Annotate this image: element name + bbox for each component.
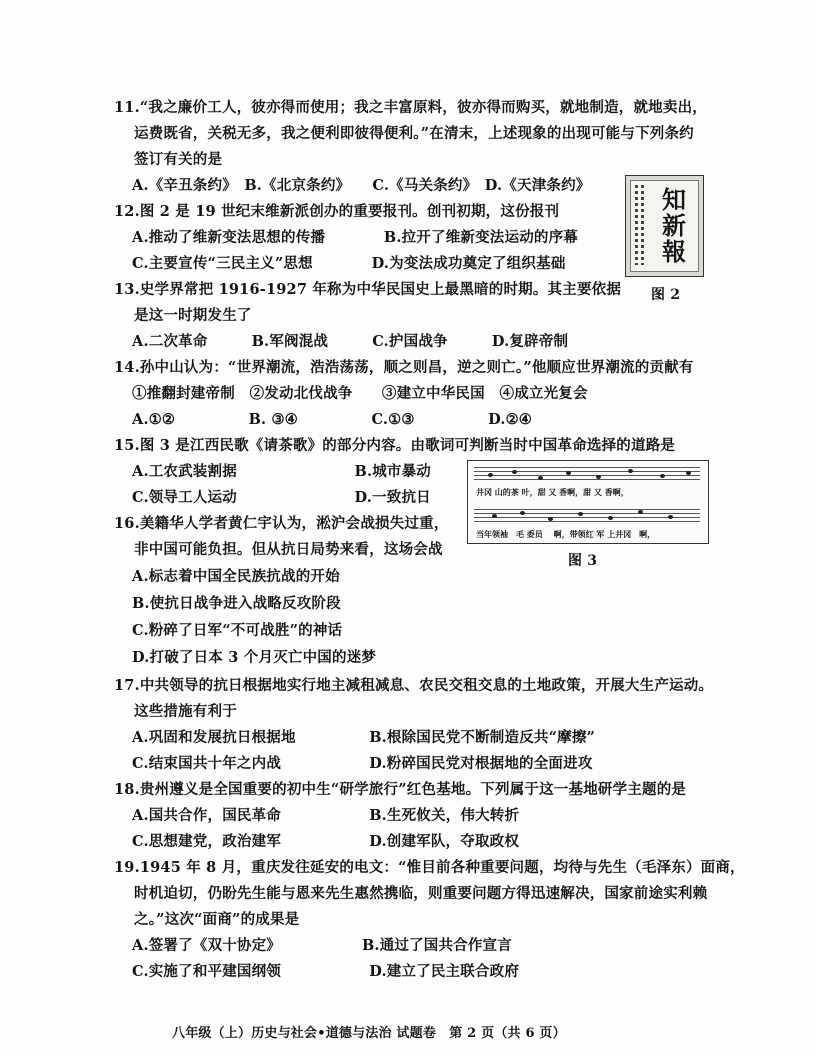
q19-stem-line-1: 19.1945 年 8 月，重庆发往延安的电文：“惟目前各种重要问题，均待与先生（毛泽东）面商，: [114, 859, 745, 876]
figure-3-caption: 图 3: [568, 553, 598, 569]
music-note: [660, 474, 665, 478]
music-note: [638, 510, 643, 514]
music-note: [686, 471, 691, 475]
q11-stem-line-2: 运费既省，关税无多，我之便利即彼得便利。”在清末，上述现象的出现可能与下列条约: [134, 125, 694, 142]
q12-options-ab: A.推动了维新变法思想的传播 B.拉开了维新变法运动的序幕: [132, 229, 578, 246]
q15-options-cd: C.领导工人运动 D.一致抗日: [132, 489, 431, 506]
q16-stem-line-1: 16.美籍华人学者黄仁宇认为，淞沪会战损失过重，: [114, 515, 449, 532]
music-note: [668, 515, 673, 519]
q19-options-cd: C.实施了和平建国纲领 D.建立了民主联合政府: [132, 963, 520, 980]
q18-options-ab: A.国共合作，国民革命 B.生死攸关，伟大转折: [132, 807, 520, 824]
music-note: [548, 517, 553, 521]
q14-stem: 14.孙中山认为：“世界潮流，浩浩荡荡，顺之则昌，逆之则亡。”他顺应世界潮流的贡献有: [114, 359, 694, 376]
q13-stem-line-1: 13.史学界常把 1916-1927 年称为中华民国史上最黑暗的时期。其主要依据: [114, 281, 622, 298]
newspaper-page: [630, 180, 699, 272]
q16-option-b: B.使抗日战争进入战略反攻阶段: [132, 595, 341, 612]
music-note: [512, 470, 517, 474]
q19-stem-line-3: 之。”这次“面商”的成果是: [134, 911, 300, 928]
page-footer: 八年级（上）历史与社会•道德与法治 试题卷 第 2 页（共 6 页）: [172, 1026, 566, 1041]
q17-stem-line-2: 这些措施有利于: [134, 703, 237, 720]
q16-option-d: D.打破了日本 3 个月灭亡中国的迷梦: [132, 649, 377, 666]
q12-options-cd: C.主要宣传“三民主义”思想 D.为变法成功奠定了组织基础: [132, 255, 566, 272]
q14-statements: ①推翻封建帝制 ②发动北伐战争 ③建立中华民国 ④成立光复会: [132, 385, 588, 402]
q12-stem: 12.图 2 是 19 世纪末维新派创办的重要报刊。创刊初期，这份报刊: [114, 203, 560, 220]
music-note: [488, 473, 493, 477]
q18-stem: 18.贵州遵义是全国重要的初中生“研学旅行”红色基地。下列属于这一基地研学主题的是: [114, 781, 687, 798]
q11-options: A.《辛丑条约》 B.《北京条约》 C.《马关条约》 D.《天津条约》: [132, 177, 591, 194]
music-note: [608, 516, 613, 520]
q15-stem: 15.图 3 是江西民歌《请茶歌》的部分内容。由歌词可判断当时中国革命选择的道路是: [114, 437, 676, 454]
q17-options-cd: C.结束国共十年之内战 D.粉碎国民党对根据地的全面进攻: [132, 755, 593, 772]
title-char: 報: [662, 237, 686, 266]
q19-stem-line-2: 时机迫切，仍盼先生能与恩来先生惠然携临，则重要问题方得迅速解决，国家前途实利赖: [134, 885, 708, 902]
vertical-fine-print: [635, 185, 638, 265]
newspaper-title: [655, 187, 693, 265]
figure-3-song-score: [467, 460, 709, 544]
q15-options-ab: A.工农武装割据 B.城市暴动: [132, 463, 432, 480]
q13-stem-line-2: 是这一时期发生了: [134, 307, 252, 324]
title-char: 知: [662, 185, 686, 214]
lyric-line-2: 当年领袖 毛 委员 啊，带领红 军 上井冈 啊，: [476, 529, 656, 539]
q11-stem-line-1: 11.“我之廉价工人，彼亦得而使用；我之丰富原料，彼亦得而购买，就地制造，就地卖出，: [114, 99, 707, 116]
q11-stem-line-3: 签订有关的是: [134, 151, 223, 168]
music-note: [596, 475, 601, 479]
music-note: [492, 514, 497, 518]
q14-options: A.①② B. ③④ C.①③ D.②④: [132, 411, 532, 428]
lyric-line-1: 井冈 山的茶 叶，甜 又 香啊，甜 又 香啊，: [476, 487, 629, 497]
q16-stem-line-2: 非中国可能负担。但从抗日局势来看，这场会战: [134, 541, 443, 558]
q16-option-c: C.粉碎了日军“不可战胜”的神话: [132, 622, 343, 639]
music-note: [578, 512, 583, 516]
music-note: [538, 476, 543, 480]
q18-options-cd: C.思想建党，政治建军 D.创建军队，夺取政权: [132, 833, 520, 850]
music-staff: [474, 467, 700, 483]
music-note: [628, 469, 633, 473]
music-staff: [474, 509, 700, 525]
q16-option-a: A.标志着中国全民族抗战的开始: [132, 568, 340, 585]
q13-options: A.二次革命 B.军阀混战 C.护国战争 D.复辟帝制: [132, 333, 569, 350]
q17-options-ab: A.巩固和发展抗日根据地 B.根除国民党不断制造反共“摩擦”: [132, 729, 596, 746]
vertical-fine-print: [641, 185, 644, 265]
music-note: [520, 511, 525, 515]
figure-2-newspaper-image: [625, 175, 704, 277]
q19-options-ab: A.签署了《双十协定》 B.通过了国共合作宣言: [132, 937, 512, 954]
q17-stem-line-1: 17.中共领导的抗日根据地实行地主减租减息、农民交租交息的土地政策，开展大生产运动。: [114, 677, 714, 694]
music-note: [566, 471, 571, 475]
title-char: 新: [662, 211, 686, 240]
figure-2-caption: 图 2: [651, 287, 681, 303]
